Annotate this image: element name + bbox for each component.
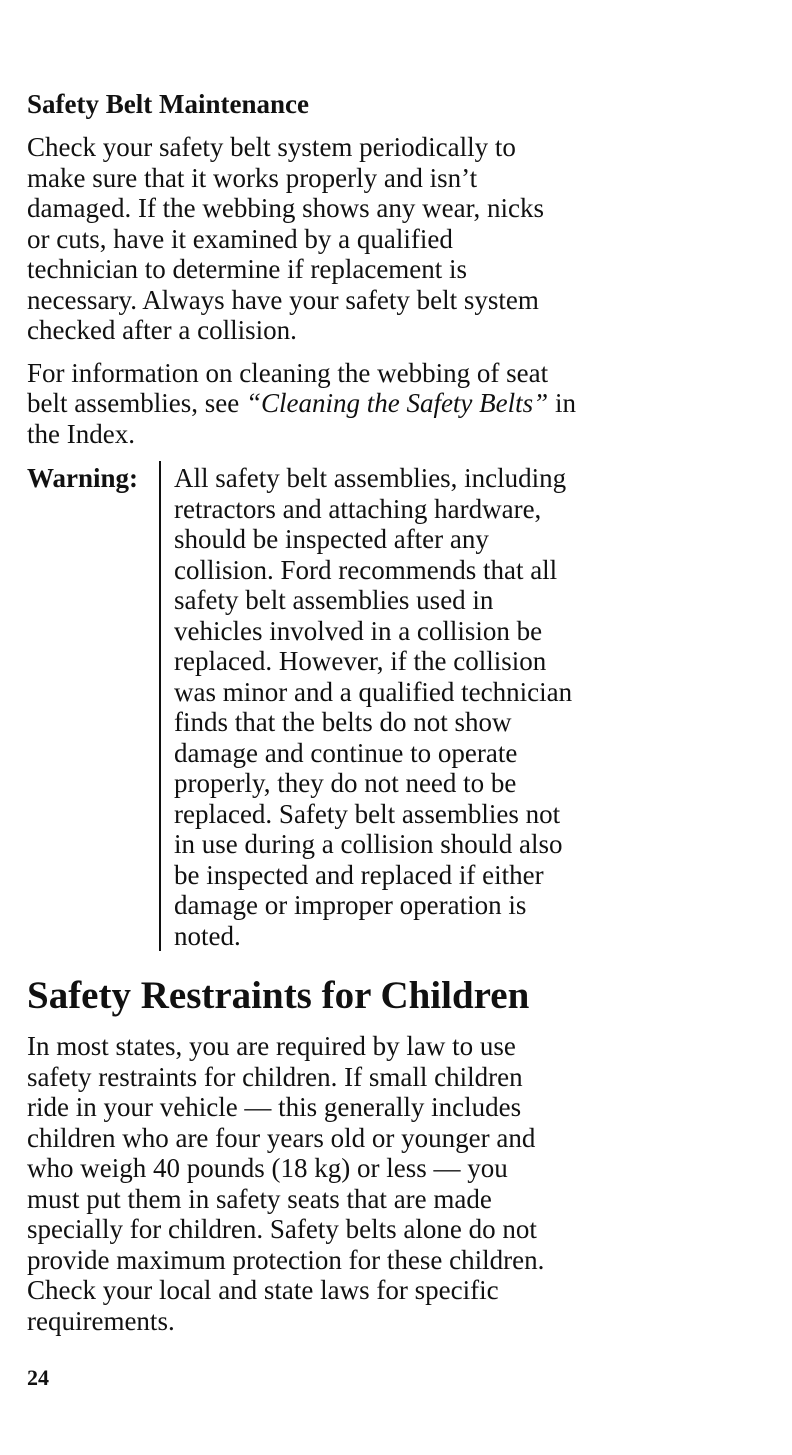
cleaning-info-paragraph — [27, 358, 677, 450]
warning-block — [27, 461, 677, 951]
section-heading-maintenance: Safety Belt Maintenance — [27, 89, 309, 119]
maintenance-paragraph: Check your safety belt system periodically to make sure that it works properly and isn’t damaged. If the webbing shows any wear, nicks or cuts, have it examined by a qualified technician to determine if replacement is necessary. Always have your safety belt system checked after a collision. — [27, 132, 545, 345]
manual-page — [27, 86, 677, 1336]
warning-text: All safety belt assemblies, including retractors and attaching hardware, should be inspected after any collision. Ford recommends that all safety belt assemblies used in vehicles involved in a collision be replaced. However, if the collision was minor and a qualified technician finds that the belts do not show damage and continue to operate properly, they do not need to be replaced. Safety belt assemblies not in use during a collision should also be inspected and replaced if either damage or improper operation is noted. — [174, 463, 573, 951]
warning-divider — [159, 461, 161, 951]
cleaning-info-text-after: in the Index. — [27, 388, 576, 449]
page-number: 24 — [27, 1365, 49, 1390]
children-paragraph: In most states, you are required by law to use safety restraints for children. If small children ride in your vehicle — this generally includes children who are four years old or younger and who weigh 40 pounds (18 kg) or less — you must put them in safety seats that are made specially for children. Safety belts alone do not provide maximum protection for these children. Check your local and state laws for specific requirements. — [27, 1031, 545, 1336]
cleaning-reference: “Cleaning the Safety Belts” — [245, 388, 549, 418]
section-heading-children: Safety Restraints for Children — [27, 974, 530, 1017]
cleaning-info-text-before: For information on cleaning the webbing of seat belt assemblies, see — [27, 357, 549, 418]
warning-label: Warning: — [27, 463, 139, 493]
